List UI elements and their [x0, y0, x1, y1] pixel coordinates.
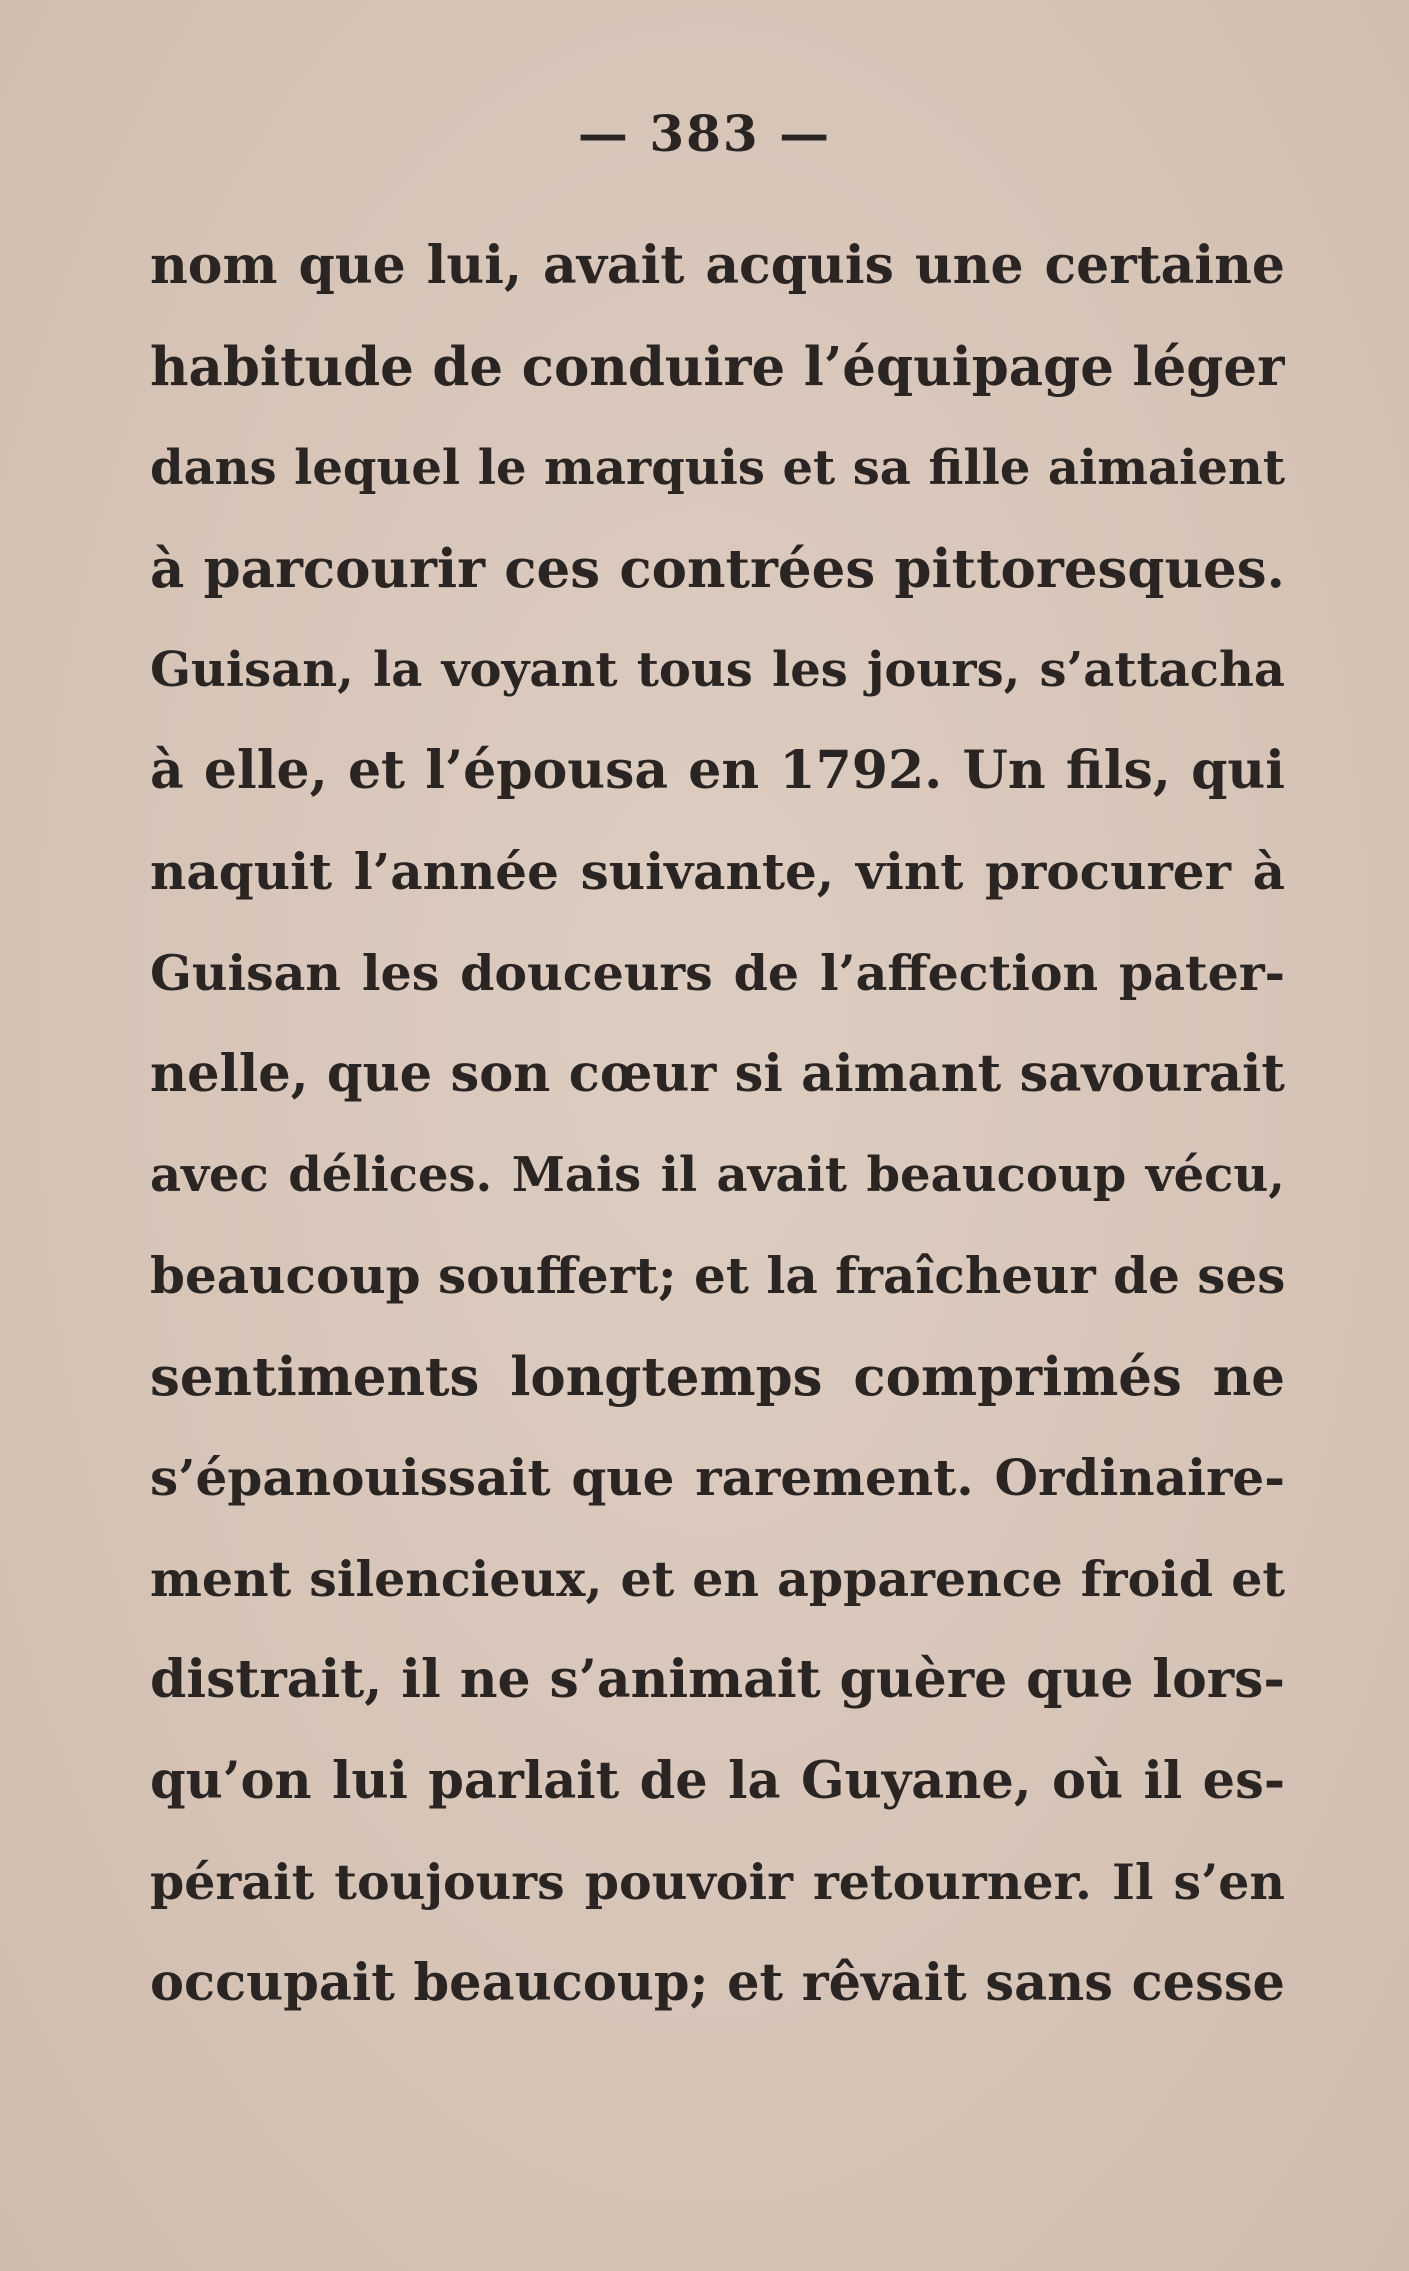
text-line: sentiments longtemps comprimés ne — [150, 1346, 1285, 1408]
text-line: dans lequel le marquis et sa fille aimaient — [150, 440, 1285, 496]
text-line: nom que lui, avait acquis une certaine — [150, 235, 1285, 296]
text-line: Guisan les douceurs de l’affection pater- — [150, 944, 1285, 1002]
text-line: distrait, il ne s’animait guère que lors- — [150, 1649, 1285, 1710]
text-line: habitude de conduire l’équipage léger — [150, 336, 1285, 398]
text-line: naquit l’année suivante, vint procurer à — [150, 842, 1285, 901]
text-line: à parcourir ces contrées pittoresques. — [150, 538, 1285, 600]
text-line: occupait beaucoup; et rêvait sans cesse — [150, 1953, 1285, 2013]
text-line: Guisan, la voyant tous les jours, s’attacha — [150, 642, 1285, 698]
body-text — [150, 228, 1285, 2046]
text-line: à elle, et l’épousa en 1792. Un fils, qui — [150, 740, 1285, 801]
text-line: ment silencieux, et en apparence froid et — [150, 1550, 1285, 1608]
text-line: s’épanouissait que rarement. Ordinaire- — [150, 1448, 1285, 1507]
text-line: qu’on lui parlait de la Guyane, où il es- — [150, 1751, 1285, 1811]
text-line: pérait toujours pouvoir retourner. Il s’en — [150, 1853, 1285, 1911]
text-line: nelle, que son cœur si aimant savourait — [150, 1044, 1285, 1104]
page-number: — 383 — — [577, 104, 832, 163]
text-line: beaucoup souffert; et la fraîcheur de ses — [150, 1246, 1285, 1305]
text-line: avec délices. Mais il avait beaucoup vécu, — [150, 1147, 1285, 1203]
